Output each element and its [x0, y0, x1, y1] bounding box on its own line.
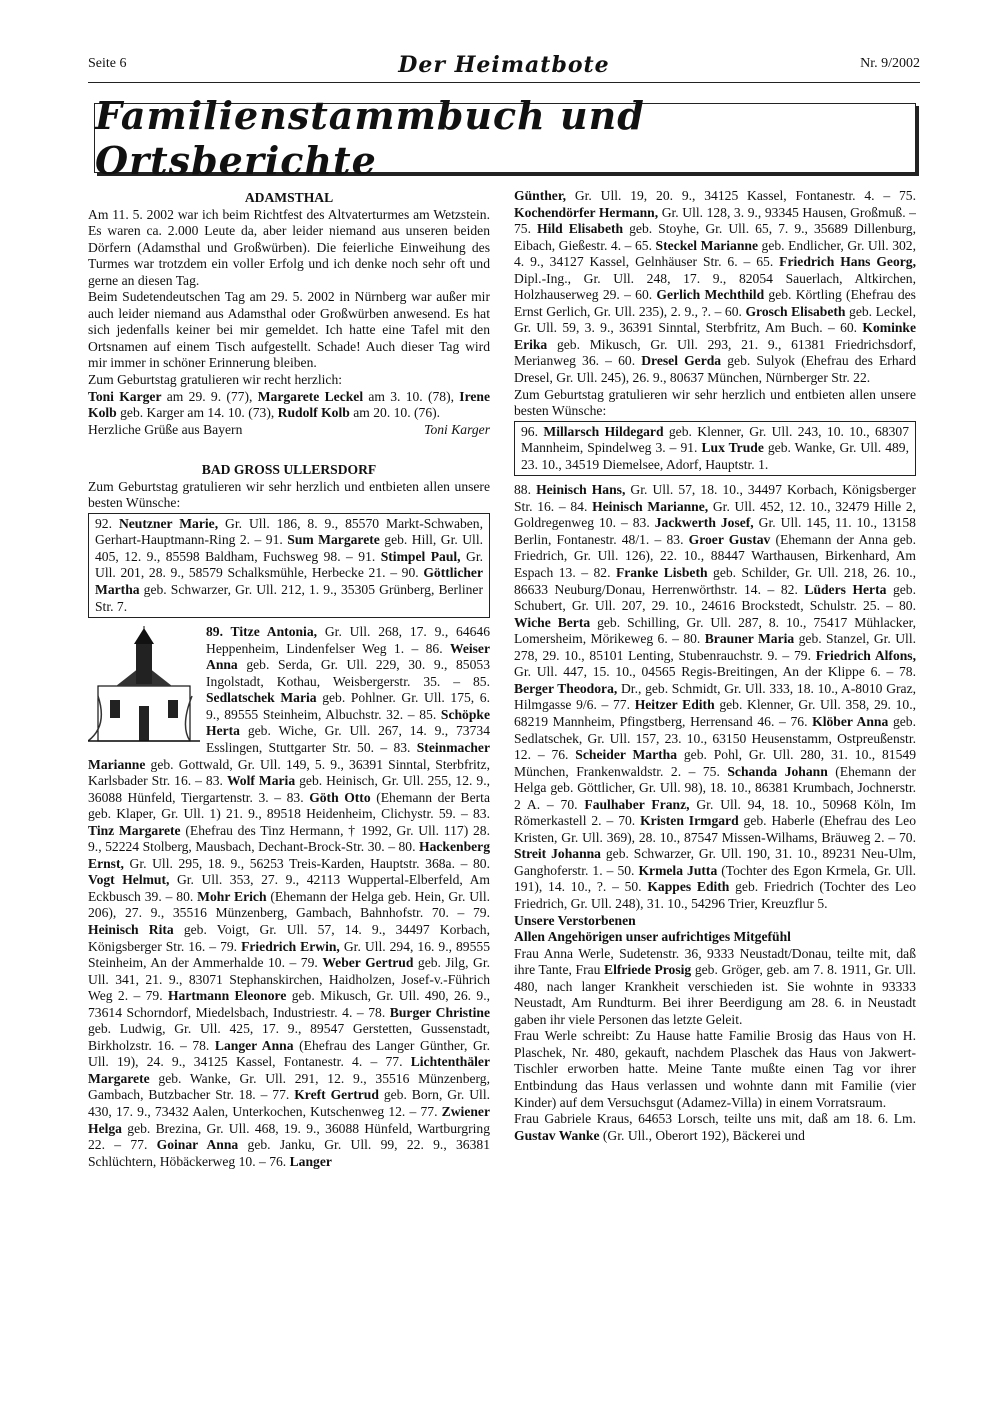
- entry-details: geb. Friedrich (Tochter des Leo Friedrich, Gr. Ull. 248), 31. 10., 54296 Trier, Kreuzflur 5.: [514, 879, 916, 911]
- entry-details: (Ehemann der Anna geb. Friedrich, Gr. Ull. 126), 22. 10., 88447 Warthausen, Birkenhard, Am Espach 13. – 82.: [514, 531, 916, 581]
- entry-name: Steckel Marianne: [655, 237, 759, 253]
- entry-details: (Tochter des Egon Krmela, Gr. Ull. 191), 14. 10., ?. – 50.: [514, 862, 916, 895]
- entry-details: geb. Brezina, Gr. Ull. 468, 19. 9., 36088 Hünfeld, Wartburgring 22. – 77.: [88, 1120, 490, 1153]
- entry-details: geb. Mikusch, Gr. Ull. 490, 26. 9., 73614 Schorndorf, Miedelsbach, Industriestr. 4. – 78.: [88, 988, 490, 1020]
- entry-details: Gr. Ull. 452, 12. 10., 32479 Hille 2, Goldregenweg 10. – 83.: [514, 498, 917, 531]
- entry-name: Vogt Helmut,: [88, 872, 170, 888]
- entry-number: 88.: [514, 482, 537, 498]
- entry-details: geb. Sulyok (Ehefrau des Erhard Dresel, Gr. Ull. 245), 26. 9., 80637 München, Nürnberger Str. 22.: [514, 353, 916, 386]
- entry-name: Kochendörfer Hermann,: [514, 204, 659, 220]
- masthead: Der Heimatbote: [398, 52, 610, 78]
- deceased-p1: Frau Anna Werle, Sudetenstr. 36, 9333 Neustadt/Donau, teilte mit, daß ihre Tante, Frau Elfriede Prosig geb. Gröger, geb. am 7. 8. 1911, Gr. Ull. 480, nach langer Krankheit verschieden ist. Sie wohnte in 93333 Neustadt, Am Rundturm. Bei ihrer Beerdigung am 28. 6. in Neustadt gaben ihr viele Personen das letzte Geleit.: [514, 945, 916, 1027]
- entry-name: Friedrich Hans Georg,: [779, 254, 916, 270]
- entry-name: Kappes Edith: [647, 879, 730, 895]
- page-header: [88, 52, 920, 78]
- entry-details: geb. Voigt, Gr. Ull. 57, 14. 9., 34497 Korbach, Königsberger Str. 16. – 79.: [88, 921, 491, 954]
- entry-name: Schöpke Herta: [206, 706, 490, 739]
- entry-name: Günther,: [514, 188, 566, 203]
- entry-details: geb. Körtling (Ehefrau des Ernst Gerlich, Gr. Ull. 235), 2. 9., ?. – 60.: [514, 287, 916, 319]
- entry-details: geb. Haberle (Ehefrau des Leo Kristen, Gr. Ull. 369), 28. 10., 87547 Missen-Wilhams, Bräuweg 2. – 70.: [514, 813, 917, 845]
- entry-details: geb. Jilg, Gr. Ull. 341, 21. 9., 83071 Stephanskirchen, Haidholzen, Josef-v.-Führich Weg 2. – 79.: [88, 955, 490, 1004]
- entry-name: Lichtenthäler Margarete: [88, 1054, 490, 1086]
- entry-name: Streit Johanna: [514, 846, 601, 862]
- adamsthal-p1: Am 11. 5. 2002 war ich beim Richtfest des Altvaterturmes am Wetzstein. Es waren ca. 2.000 Leute da, aber leider niemand aus unseren beiden Dörfern (Adamsthal und Großwürben). Die feierliche Einweihung des Turmes war trotzdem ein voller Erfolg und ich denke noch sehr oft und gerne an diesen Tag.: [88, 206, 490, 288]
- entry-details: geb. Schilling, Gr. Ull. 287, 8. 10., 75417 Mühlacker, Lomersheim, Mörikeweg 6. – 80.: [514, 614, 916, 647]
- signature: Toni Karger: [424, 421, 490, 437]
- entry-name: Groer Gustav: [688, 531, 771, 547]
- entry-details: geb. Endlicher, Gr. Ull. 302, 4. 9., 34127 Kassel, Gelnhäuser Str. 6. – 65.: [514, 237, 917, 270]
- entry-details: geb. Wanke, Gr. Ull. 489, 23. 10., 34519 Diemelsee, Adorf, Hauptstr. 1.: [521, 440, 909, 472]
- entry-name: Goinar Anna: [156, 1137, 239, 1153]
- entry-name: Franke Lisbeth: [615, 565, 708, 581]
- entry-details: geb. Klenner, Gr. Ull. 358, 29. 10., 68219 Mannheim, Pfingstberg, Herrensand 46. – 76.: [514, 697, 917, 729]
- entry-details: Gr. Ull. 447, 15. 10., 04565 Regis-Breitingen, An der Klippe 6. – 78.: [514, 664, 916, 680]
- entry-name: Tinz Margarete: [88, 822, 181, 838]
- deceased-subheading: Allen Angehörigen unser aufrichtiges Mitgefühl: [514, 929, 791, 945]
- entry-details: Gr. Ull. 19, 20. 9., 34125 Kassel, Fontanestr. 4. – 75.: [566, 188, 916, 203]
- entry-name: Berger Theodora,: [514, 680, 618, 696]
- entry-name: Stimpel Paul,: [380, 548, 461, 564]
- entry-name: Zwiener Helga: [88, 1103, 490, 1136]
- entry-name: Neutzner Marie,: [118, 515, 219, 531]
- entry-name: Langer Anna: [214, 1037, 294, 1053]
- entry-name: Sum Margarete: [287, 532, 380, 548]
- entry-name: Brauner Maria: [704, 631, 795, 647]
- entry-name: 89. Titze Antonia,: [206, 624, 318, 640]
- entry-name: Hild Elisabeth: [537, 221, 624, 237]
- entry-name: Kreft Gertrud: [294, 1087, 379, 1103]
- entry-details: geb. Gottwald, Gr. Ull. 149, 5. 9., 36391 Sinntal, Sterbfritz, Karlsbader Str. 16. – 83.: [88, 756, 490, 789]
- heading-adamsthal: ADAMSTHAL: [244, 190, 334, 205]
- adamsthal-greeting: Herzliche Grüße aus Bayern Toni Karger: [88, 421, 490, 437]
- entry-name: Langer: [289, 1153, 332, 1169]
- entry-details: geb. Serda, Gr. Ull. 229, 30. 9., 85053 Ingolstadt, Kothau, Weisbergerstr. 35. – 85.: [206, 657, 490, 689]
- entry-details: Gr. Ull. 295, 18. 9., 56253 Treis-Karden, Hauptstr. 368a. – 80.: [123, 855, 490, 871]
- entry-number: 96.: [521, 423, 544, 439]
- entry-name: Steinmacher Marianne: [88, 739, 490, 772]
- entry-name: Hackenberg Ernst,: [88, 839, 490, 871]
- entry-details: geb. Schwarzer, Gr. Ull. 212, 1. 9., 35305 Grünberg, Berliner Str. 7.: [95, 582, 483, 614]
- entry-details: Gr. Ull. 268, 17. 9., 64646 Heppenheim, Lindenfelser Weg 1. – 86.: [206, 624, 491, 656]
- entry-details: (Ehefrau des Langer Günther, Gr. Ull. 19), 24. 9., 34125 Kassel, Fontanestr. 4. – 77.: [88, 1037, 490, 1070]
- section-title-box: [94, 93, 916, 183]
- entry-details: geb. Janku, Gr. Ull. 99, 22. 9., 36381 Schlüchtern, Höbäckerweg 10. – 76.: [88, 1137, 490, 1169]
- adamsthal-p3: Zum Geburtstag gratulieren wir recht herzlich:: [88, 372, 343, 388]
- entry-details: geb. Born, Gr. Ull. 430, 17. 9., 73432 Aalen, Unterkochen, Kutschenweg 12. – 77.: [88, 1087, 490, 1119]
- entry-name: Kristen Irmgard: [640, 813, 739, 829]
- bgu-highlight-box-2: [514, 421, 916, 477]
- entry-name: Gerlich Mechthild: [656, 287, 765, 303]
- entry-name: Weber Gertrud: [322, 955, 414, 971]
- header-rule: [88, 82, 920, 83]
- entry-name: Millarsch Hildegard: [543, 423, 664, 439]
- entry-name: Friedrich Alfons,: [815, 647, 916, 663]
- entry-name: Hartmann Eleonore: [167, 988, 287, 1004]
- entry-name: Mohr Erich: [197, 888, 267, 904]
- entry-name: Wolf Maria: [226, 773, 296, 789]
- entry-details: geb. Stanzel, Gr. Ull. 278, 29. 10., 85101 Lenting, Stubenrauchstr. 9. – 79.: [514, 631, 916, 663]
- entry-details: Gr. Ull. 94, 18. 10., 50968 Köln, Im Römerkastell 2. – 70.: [514, 796, 916, 829]
- entry-number: 92.: [95, 515, 119, 531]
- entry-name: Lüders Herta: [804, 581, 887, 597]
- entry-name: Schanda Johann: [727, 763, 828, 779]
- entry-details: geb. Pohlner. Gr. Ull. 175, 6. 9., 89555 Steinheim, Albuchstr. 32. – 85.: [206, 690, 490, 722]
- entry-details: geb. Klenner, Gr. Ull. 243, 10. 10., 68307 Mannheim, Spindelweg 3. – 91.: [521, 423, 909, 456]
- entry-name: Wiche Berta: [514, 614, 591, 630]
- entry-details: geb. Hill, Gr. Ull. 405, 12. 9., 85598 Baldham, Fuchsweg 98. – 91.: [95, 532, 483, 564]
- entry-name: Weiser Anna: [206, 640, 490, 673]
- entry-name: Friedrich Erwin,: [241, 938, 340, 954]
- entry-details: geb. Schubert, Gr. Ull. 207, 29. 10., 24616 Brockstedt, Schulstr. 25. – 80.: [514, 581, 916, 614]
- entry-details: Gr. Ull. 186, 8. 9., 85570 Markt-Schwaben, Gerhart-Hauptmann-Ring 2. – 91.: [95, 515, 484, 548]
- church-illustration: [88, 626, 200, 744]
- entry-details: Gr. Ull. 294, 16. 9., 89555 Steinheim, An der Ammerhalde 10. – 79.: [88, 938, 490, 971]
- issue-number: Nr. 9/2002: [860, 56, 920, 71]
- bgu-highlight-box: [88, 513, 490, 618]
- bgu-list: [88, 624, 490, 1170]
- entry-details: Gr. Ull. 353, 27. 9., 42113 Wuppertal-Elberfeld, Am Eckbusch 39. – 80.: [88, 872, 490, 904]
- entry-details: geb. Sedlatschek, Gr. Ull. 157, 23. 10., 63150 Heusenstamm, Ostpreußenstr. 12. – 76.: [514, 713, 916, 763]
- section-title: Familienstammbuch und Ortsberichte: [95, 93, 645, 183]
- entry-name: Dresel Gerda: [641, 353, 722, 369]
- entry-details: Gr. Ull. 145, 11. 10., 13158 Berlin, Fontanestr. 48/1. – 83.: [514, 515, 916, 547]
- heading-deceased: Unsere Verstorbenen: [514, 912, 636, 928]
- entry-name: Göttlicher Martha: [95, 565, 483, 598]
- entry-details: geb. Wanke, Gr. Ull. 291, 12. 9., 35516 Münzenberg, Gambach, Butzbacher Str. 18. – 77.: [88, 1070, 490, 1103]
- entry-name: Heitzer Edith: [634, 697, 715, 713]
- entry-details: (Ehemann der Berta geb. Klaper, Gr. Ull. 1) 21. 9., 89518 Heidenheim, Clichystr. 59. – 83.: [88, 789, 490, 822]
- entry-details: geb. Wiche, Gr. Ull. 267, 14. 9., 73734 Esslingen, Stuttgarter Str. 50. – 83.: [206, 723, 490, 755]
- bgu-list-continued: [514, 188, 916, 387]
- entry-details: geb. Leckel, Gr. Ull. 59, 3. 9., 36391 Sinntal, Sterbfritz, Am Buch. – 60.: [514, 303, 916, 336]
- entry-details: geb. Heinisch, Gr. Ull. 255, 12. 9., 36088 Hünfeld, Tiergartenstr. 3. – 83.: [88, 773, 491, 805]
- entry-details: geb. Stoyhe, Gr. Ull. 65, 7. 9., 35689 Dillenburg, Eibach, Gießestr. 4. – 65.: [514, 221, 916, 253]
- bgu-intro: Zum Geburtstag gratulieren wir sehr herzlich und entbieten allen unsere besten Wünsche:: [88, 478, 490, 511]
- entry-details: Gr. Ull. 128, 3. 9., 93345 Hausen, Großmuß. – 75.: [514, 204, 916, 237]
- deceased-p3: Frau Gabriele Kraus, 64653 Lorsch, teilte uns mit, daß am 18. 6. Lm. Gustav Wanke (Gr. Ull., Oberort 192), Bäckerei und: [514, 1111, 916, 1143]
- entry-details: Gr. Ull. 57, 18. 10., 34497 Korbach, Königsberger Str. 16. – 84.: [514, 482, 916, 514]
- heading-bgu: BAD GROSS ULLERSDORF: [201, 462, 377, 478]
- entry-details: (Ehefrau des Tinz Hermann, † 1992, Gr. Ull. 117) 28. 9., 52224 Stolberg, Mausbach, Dechant-Brock-Str. 30. – 80.: [88, 822, 490, 855]
- entry-name: Göth Otto: [309, 789, 371, 805]
- entry-name: Jackwerth Josef,: [654, 515, 754, 531]
- entry-name: Sedlatschek Maria: [206, 690, 317, 706]
- entry-name: Heinisch Hans,: [536, 482, 626, 498]
- entry-details: geb. Schwarzer, Gr. Ull. 190, 31. 10., 89231 Neu-Ulm, Ganghoferstr. 1. – 50.: [514, 846, 916, 878]
- entry-details: Dr., geb. Schmidt, Gr. Ull. 333, 18. 10., A-8010 Graz, Hilmgasse 9/6. – 77.: [514, 680, 916, 713]
- right-column: [514, 188, 916, 1144]
- entry-details: geb. Ludwig, Gr. Ull. 425, 17. 9., 89547 Gerstetten, Gussenstadt, Birkholzstr. 16. – 78.: [88, 1021, 490, 1053]
- entry-name: Heinisch Rita: [88, 921, 174, 937]
- page-number: Seite 6: [88, 56, 127, 71]
- entry-details: geb. Mikusch, Gr. Ull. 293, 21. 9., 61381 Friedrichsdorf, Merianweg 36. – 60.: [514, 336, 916, 369]
- entry-name: Krmela Jutta: [638, 862, 718, 878]
- deceased-p2: Frau Werle schreibt: Zu Hause hatte Familie Brosig das Haus von H. Plaschek, Nr. 480, gekauft, nachdem Plaschek das Haus von Jakwert-Tischler erworben hatte. Meine Tante mußte einen Tag vor ihrer Entbindung das Haus verlassen und wohnte dann mit Familie (vier Kinder) auf dem Versuchsgut (Adamez-Villa) in einem Vorratsraum.: [514, 1028, 916, 1110]
- entry-details: geb. Schilder, Gr. Ull. 218, 26. 10., 86633 Neuburg/Donau, Herrenwörthstr. 14. – 82.: [514, 565, 916, 597]
- bgu-list-october: [514, 482, 916, 912]
- entry-name: Burger Christine: [389, 1004, 490, 1020]
- entry-name: Klöber Anna: [812, 713, 889, 729]
- entry-name: Heinisch Marianne,: [592, 498, 709, 514]
- entry-details: (Ehemann der Helga geb. Göttlicher, Gr. Ull. 98), 18. 10., 86381 Krumbach, Jochnerstr. 2 A. – 70.: [514, 763, 916, 812]
- entry-name: Grosch Elisabeth: [745, 303, 846, 319]
- entry-name: Scheider Martha: [575, 747, 678, 763]
- entry-details: (Ehemann der Helga geb. Hein, Gr. Ull. 206), 27. 9., 35516 Münzenberg, Gambach, Bahnhofstr. 70. – 79.: [88, 888, 490, 921]
- adamsthal-birthdays: Toni Karger am 29. 9. (77), Margarete Leckel am 3. 10. (78), Irene Kolb geb. Karger am 14. 10. (73), Rudolf Kolb am 20. 10. (76).: [88, 388, 491, 421]
- entry-details: Gr. Ull. 201, 28. 9., 58579 Schalksmühle, Herbecke 21. – 90.: [95, 548, 483, 581]
- entry-name: Faulhaber Franz,: [584, 796, 690, 812]
- entry-details: geb. Pohl, Gr. Ull. 280, 31. 10., 81549 München, Frankenwaldstr. 2. – 75.: [514, 747, 916, 779]
- entry-name: Lux Trude: [701, 440, 764, 456]
- left-column: [88, 190, 490, 1170]
- bgu-intro-2: Zum Geburtstag gratulieren wir sehr herzlich und entbieten allen unsere besten Wünsche:: [514, 386, 916, 419]
- entry-name: Kominke Erika: [514, 320, 916, 352]
- adamsthal-p2: Beim Sudetendeutschen Tag am 29. 5. 2002 in Nürnberg war außer mir auch leider niemand aus Adamsthal oder Großwürben anwesend. Es hat sich jedenfalls keiner bei mir gemeldet. Ich hatte eine Tafel mit den Ortsnamen auf einem Tisch aufgestellt. Schade! Auch dieser Tag wird mir immer in schöner Erinnerung bleiben.: [88, 289, 490, 371]
- entry-details: Dipl.-Ing., Gr. Ull. 248, 17. 9., 82054 Sauerlach, Altkirchen, Holzhauserweg 29. – 60.: [514, 270, 916, 303]
